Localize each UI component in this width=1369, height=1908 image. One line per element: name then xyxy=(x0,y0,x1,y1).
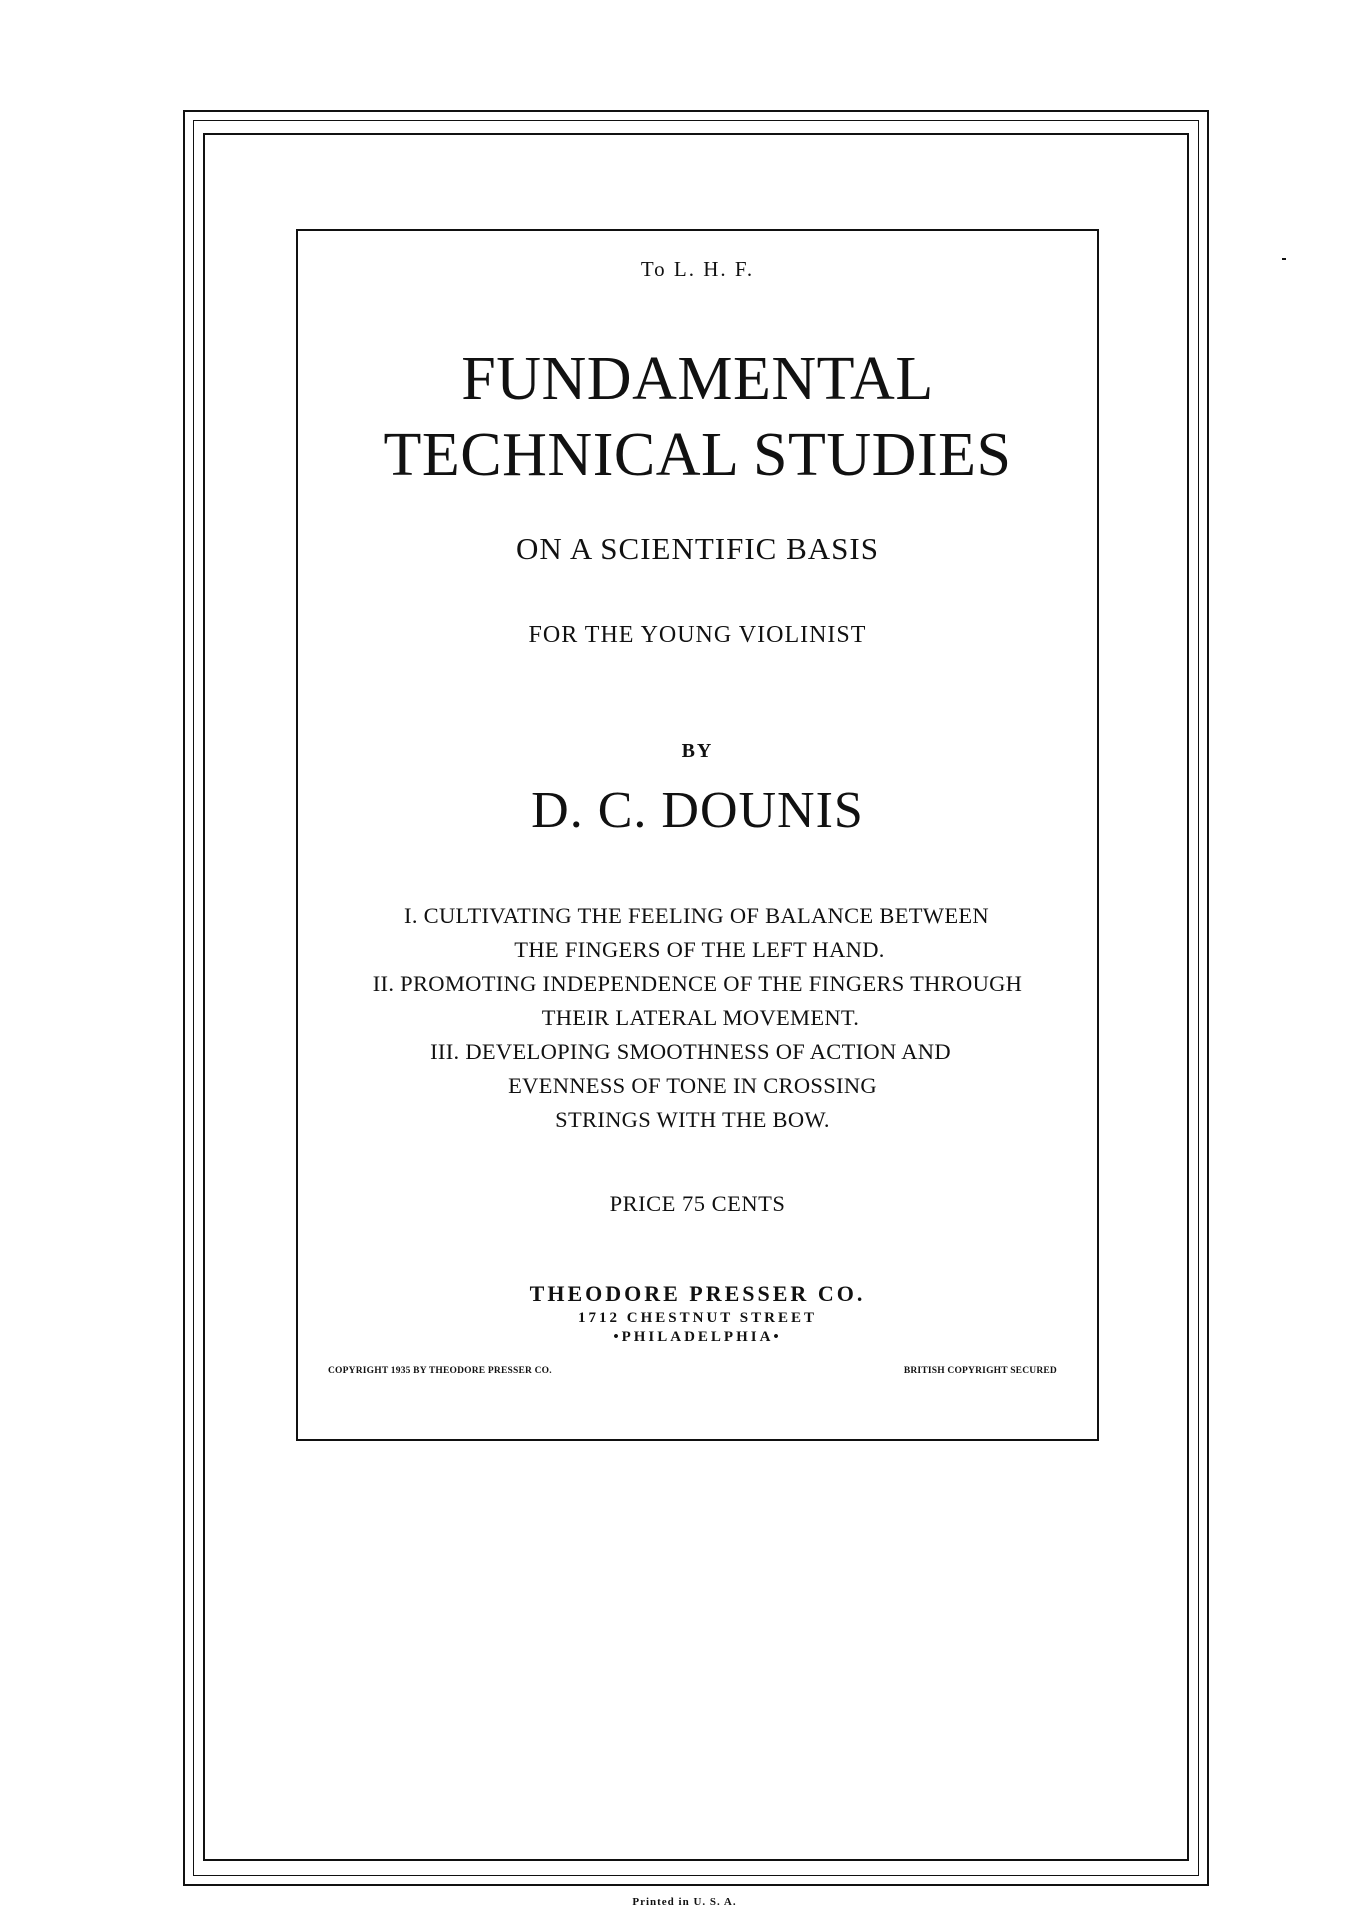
contents-line: THEIR LATERAL MOVEMENT. xyxy=(541,1005,860,1030)
publisher-block xyxy=(298,1281,1097,1346)
publisher-city: •PHILADELPHIA• xyxy=(613,1329,782,1345)
contents-list xyxy=(298,899,1097,1137)
contents-line: II. PROMOTING INDEPENDENCE OF THE FINGERS THROUGH xyxy=(372,971,1023,996)
contents-line: THE FINGERS OF THE LEFT HAND. xyxy=(514,937,885,962)
contents-line: I. CULTIVATING THE FEELING OF BALANCE BETWEEN xyxy=(404,903,989,928)
contents-line: III. DEVELOPING SMOOTHNESS OF ACTION AND xyxy=(430,1039,951,1064)
price: PRICE 75 CENTS xyxy=(609,1191,786,1216)
by-label: BY xyxy=(681,740,714,762)
author-name: D. C. DOUNIS xyxy=(531,782,864,839)
title-line-2: TECHNICAL STUDIES xyxy=(383,421,1012,489)
contents-line: STRINGS WITH THE BOW. xyxy=(555,1107,830,1132)
british-copyright-notice: BRITISH COPYRIGHT SECURED xyxy=(903,1366,1057,1376)
publisher-address: 1712 CHESTNUT STREET xyxy=(578,1310,817,1326)
printed-in-notice: Printed in U. S. A. xyxy=(632,1896,737,1908)
subtitle: ON A SCIENTIFIC BASIS xyxy=(516,531,879,566)
copyright-notice: COPYRIGHT 1935 BY THEODORE PRESSER CO. xyxy=(328,1366,552,1376)
contents-line: EVENNESS OF TONE IN CROSSING xyxy=(508,1073,877,1098)
title-panel xyxy=(296,229,1099,1441)
publisher-name: THEODORE PRESSER CO. xyxy=(529,1281,866,1306)
ink-speck xyxy=(1282,258,1286,260)
title-line-1: FUNDAMENTAL xyxy=(461,345,934,413)
page-title xyxy=(298,341,1097,493)
audience-line: FOR THE YOUNG VIOLINIST xyxy=(528,622,867,648)
dedication: To L. H. F. xyxy=(640,257,755,281)
